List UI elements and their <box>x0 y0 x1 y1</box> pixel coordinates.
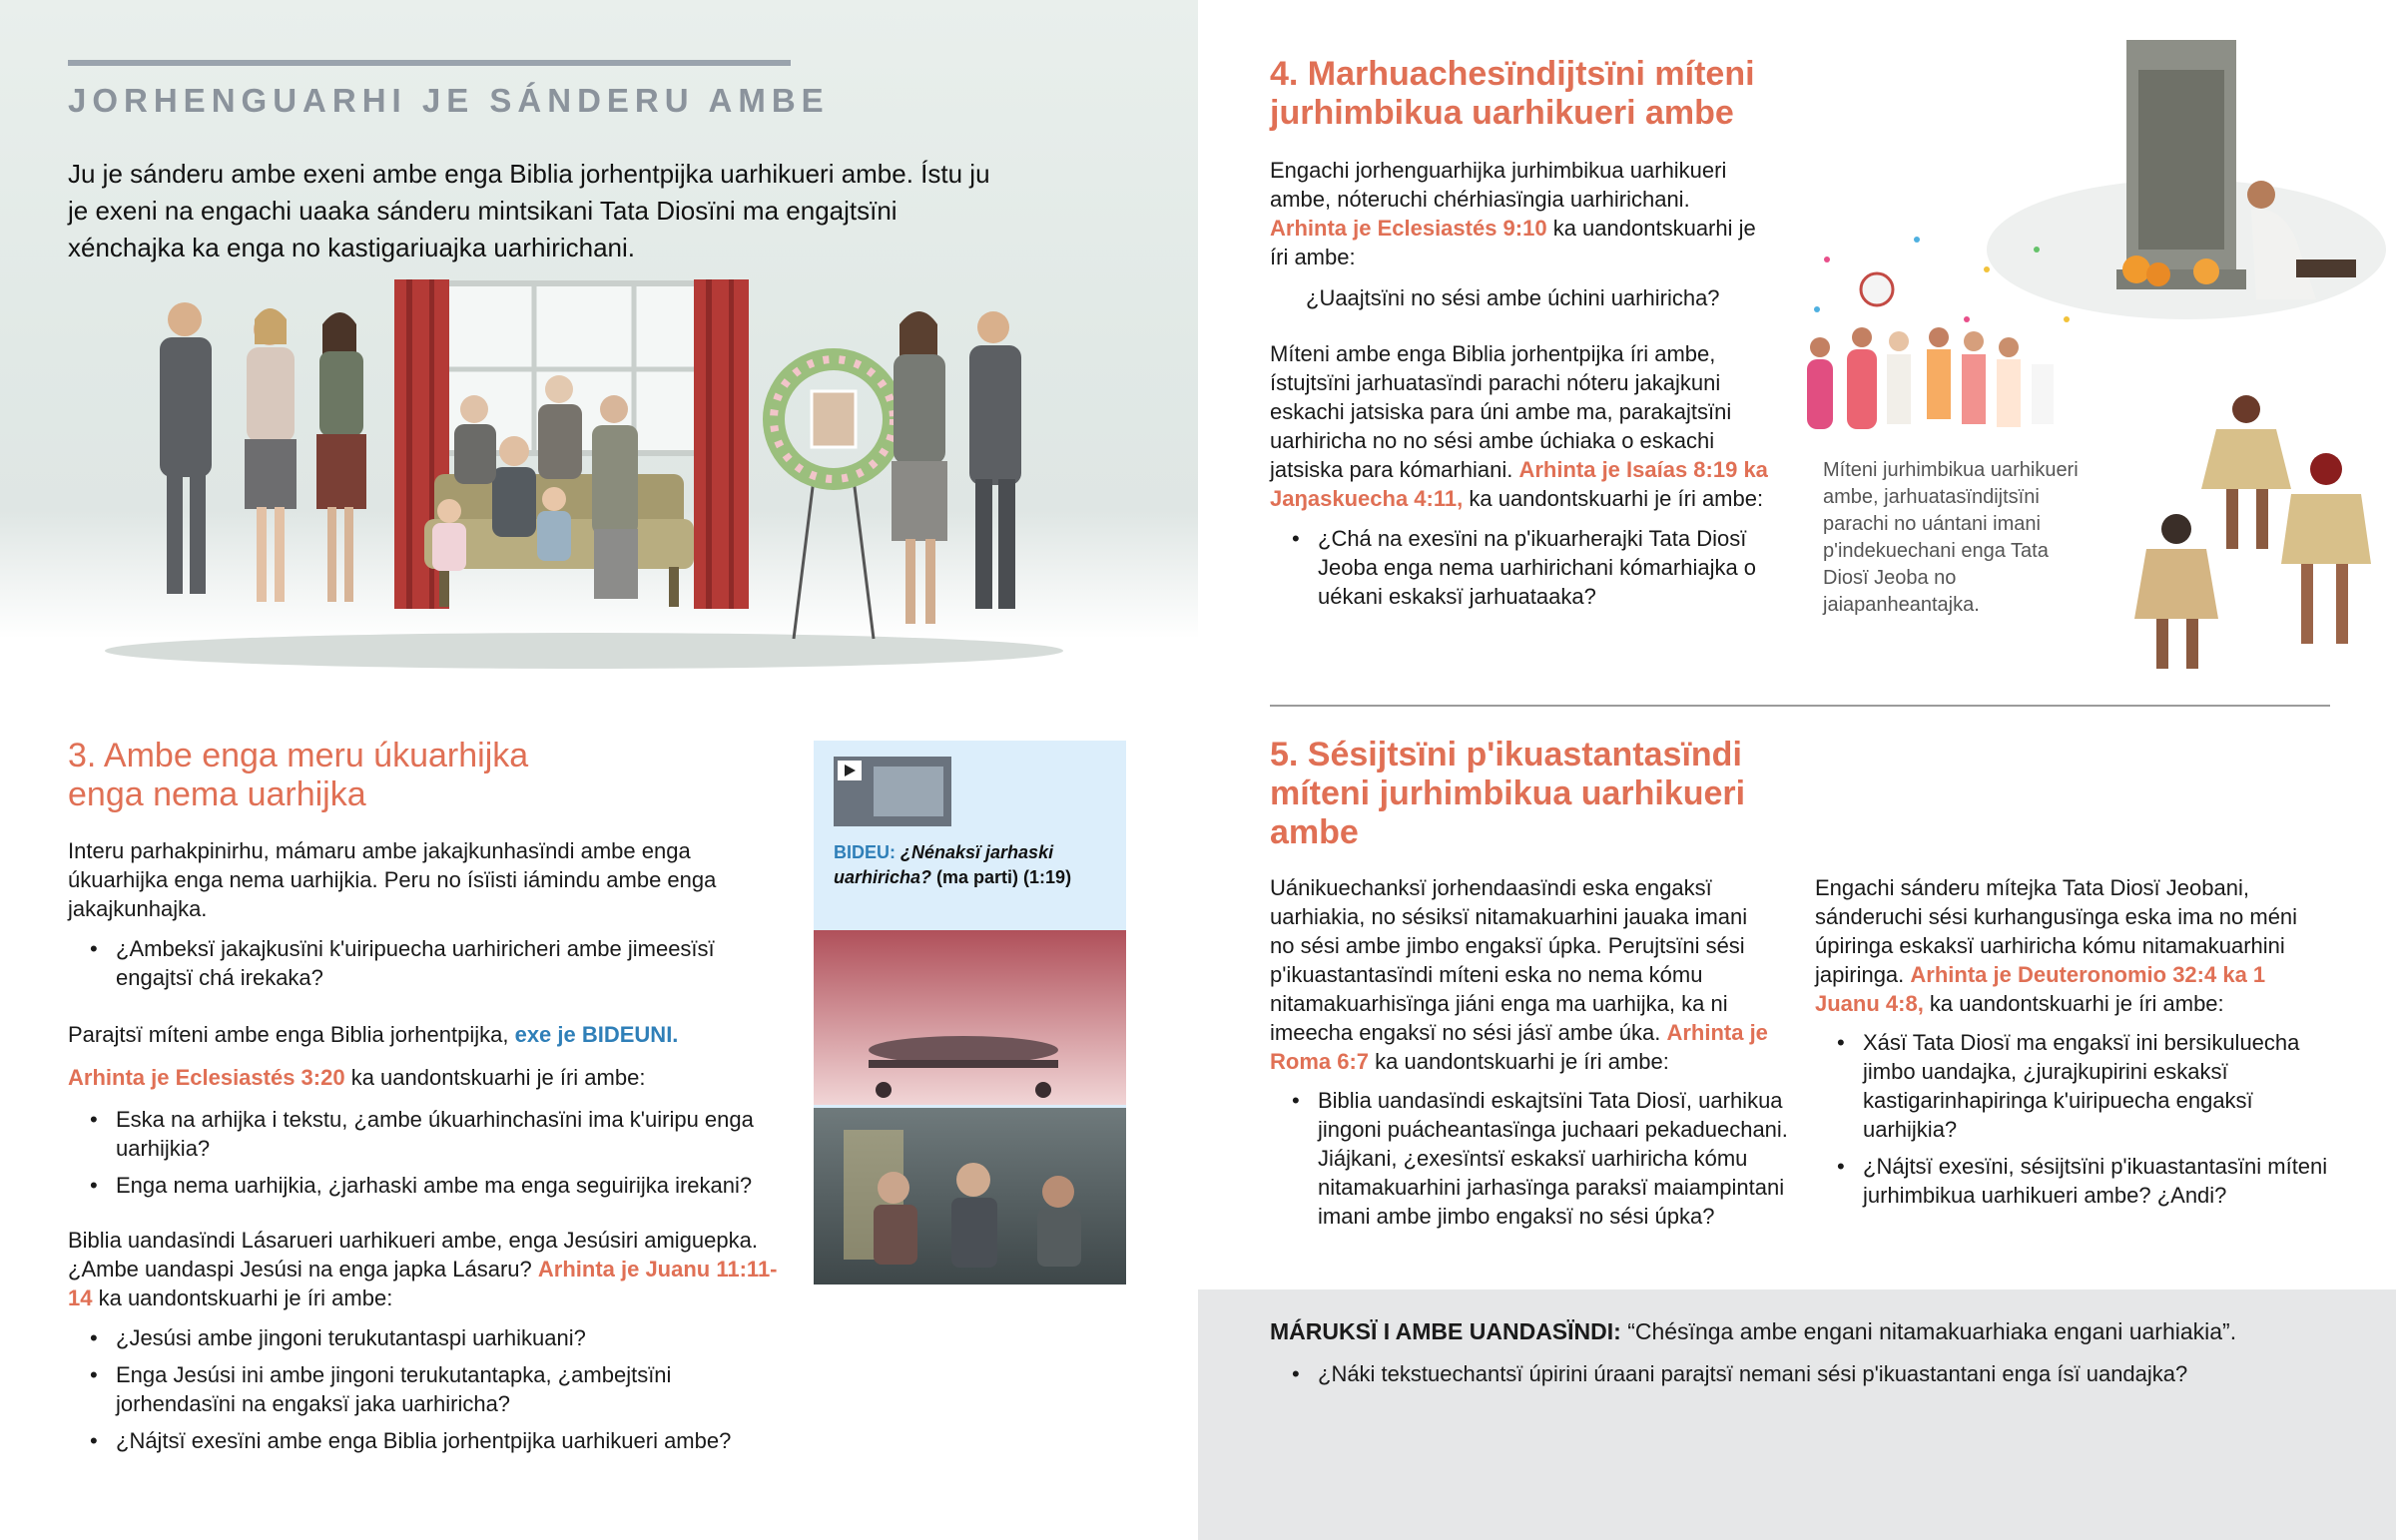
right-page <box>1198 0 2396 1540</box>
section3-bullets1 <box>68 934 787 1000</box>
section4-bullets <box>1270 524 1789 619</box>
video-link[interactable]: exe je BIDEUNI. <box>514 1022 679 1047</box>
ref2-tail: ka uandontskuarhi je íri ambe: <box>92 1285 393 1310</box>
section4-ref2-tail: ka uandontskuarhi je íri ambe: <box>1463 486 1764 511</box>
section3-bullets2 <box>68 1105 797 1208</box>
summary-text: “Chésïnga ambe engani nitamakuarhiaka engani uarhiakia”. <box>1620 1318 2237 1344</box>
video-caption <box>834 840 1113 890</box>
summary-label: MÁRUKSÏ I AMBE UANDASÏNDI: <box>1270 1318 1621 1344</box>
section5-col1-para <box>1270 873 1775 1076</box>
intro-text: Ju je sánderu ambe exeni ambe enga Biblia jorhentpijka uarhikueri ambe. Ístu ju je exeni na engachi uaaka sánderu mintsikani Tata Diosïni ma engajtsïni xénchajka ka enga no kastigariuajka uarhirichani. <box>68 159 990 262</box>
summary-bullets <box>1270 1359 2368 1396</box>
section4-para1 <box>1270 156 1769 271</box>
para2-text: Parajtsï míteni ambe enga Biblia jorhentpijka, <box>68 1022 515 1047</box>
summary-line <box>1270 1317 2368 1346</box>
section4-question: ¿Uaajtsïni no sési ambe úchini uarhiricha? <box>1306 285 1720 310</box>
section4-heading-line1: 4. Marhuachesïndijtsïni míteni <box>1270 55 1755 93</box>
list-item: • Eska na arhijka i tekstu, ¿ambe úkuarhinchasïni ima k'uiripu enga uarhijkia? <box>68 1105 797 1163</box>
play-icon <box>834 757 951 826</box>
list-item: • ¿Chá na exesïni na p'ikuarherajki Tata Diosï Jeoba enga nema uarhirichani kómarhiajka o uékani eskaksï jarhuataaka? <box>1270 524 1789 611</box>
section5-col1-tail: ka uandontskuarhi je íri ambe: <box>1369 1049 1669 1074</box>
scripture-link-deuteronomy-32-4[interactable]: Arhinta je Deuteronomio 32:4 ka 1 Juanu 4:8, <box>1815 962 2266 1016</box>
scripture-link-ecclesiastes-3-20[interactable]: Arhinta je Eclesiastés 3:20 <box>68 1065 345 1090</box>
section5-heading-line1: 5. Sésijtsïni p'ikuastantasïndi <box>1270 736 1742 773</box>
section3-para3 <box>68 1226 787 1312</box>
list-item: • Biblia uandasïndi eskajtsïni Tata Diosï, uarhikua jingoni puácheantasïnga juchaari pekaduechani. Jiájkani, ¿exesïntsï eskaksï uarhiricha kómu nitamakuarhini jarhasïnga paraksï maiampintani imani ambe jimbo engaksï no sési úpka? <box>1270 1086 1789 1231</box>
list-item: • ¿Jesúsi ambe jingoni terukutantaspi uarhikuani? <box>68 1323 797 1352</box>
section5-col2-para <box>1815 873 2326 1018</box>
section5-heading-line3: ambe <box>1270 813 1359 851</box>
section5-heading <box>1270 736 1745 852</box>
section-divider <box>1270 705 2330 707</box>
ref1-tail: ka uandontskuarhi je íri ambe: <box>344 1065 646 1090</box>
section3-heading-line2: enga nema uarhijka <box>68 775 366 813</box>
video-title: ¿Nénaksï jarhaski uarhiricha? <box>834 842 1054 887</box>
top-rule <box>68 60 791 66</box>
section4-heading-line2: jurhimbikua uarhikueri ambe <box>1270 94 1734 132</box>
section5-col2-bullets <box>1815 1028 2334 1218</box>
section4-para1-text: Engachi jorhenguarhijka jurhimbikua uarhikueri ambe, nóteruchi chérhiasïngia uarhirichani. <box>1270 158 1727 212</box>
section3-heading-line1: 3. Ambe enga meru úkuarhijka <box>68 737 529 774</box>
video-panel[interactable] <box>814 741 1126 1284</box>
scripture-link-romans-6-7[interactable]: Arhinta je Roma 6:7 <box>1270 1020 1768 1074</box>
section4-ref1-tail: ka uandontskuarhi je íri ambe: <box>1270 216 1756 269</box>
list-item: • ¿Nájtsï exesïni ambe enga Biblia jorhentpijka uarhikueri ambe? <box>68 1426 797 1455</box>
scripture-link-ecclesiastes-9-10[interactable]: Arhinta je Eclesiastés 9:10 <box>1270 216 1547 241</box>
list-item: • ¿Nájtsï exesïni, sésijtsïni p'ikuastantasïni míteni jurhimbikua uarhikueri ambe? ¿Andi? <box>1815 1152 2334 1210</box>
section3-heading <box>68 737 528 814</box>
section5-col1-text: Uánikuechanksï jorhendaasïndi eska engaksï uarhiakia, no sésiksï nitamakuarhini jauaka imani no sési ambe jimbo engaksï úpka. Perujtsïni sési p'ikuastantasïndi míteni eska no nema kómu nitamakuarhisïnga jiáni enga ma uarhijka, ka ni imeecha engaksï no sési jásï ambe úka. <box>1270 875 1748 1045</box>
section3-ref1 <box>68 1063 787 1092</box>
list-item: • Enga nema uarhijkia, ¿jarhaski ambe ma enga seguirijka irekani? <box>68 1171 797 1200</box>
list-item: • Xásï Tata Diosï ma engaksï ini bersikuluecha jimbo uandajka, ¿jurajkupirini eskaksï kastigarinhapiringa k'uiripuecha engaksï uarhijkia? <box>1815 1028 2334 1144</box>
funeral-illustration <box>95 279 1073 669</box>
section3-para2 <box>68 1020 787 1049</box>
section5-col2-text: Engachi sánderu mítejka Tata Diosï Jeobani, sánderuchi sési kurhangusïnga eska ima no méni úpiringa eskaksï uarhiricha kómu nitamakuarhini japiringa. <box>1815 875 2298 987</box>
para3-text: Biblia uandasïndi Lásarueri uarhikueri ambe, enga Jesúsiri amiguepka. ¿Ambe uandaspi Jesúsi na enga japka Lásaru? <box>68 1228 758 1282</box>
section4-para2 <box>1270 339 1769 513</box>
video-thumbnail[interactable] <box>834 757 951 826</box>
section5-col2-tail: ka uandontskuarhi je íri ambe: <box>1923 991 2224 1016</box>
section4-caption: Míteni jurhimbikua uarhikueri ambe, jarhuatasïndijtsïni parachi no uántani imani p'indekuechani enga Tata Diosï Jeoba no jaiapanheantajka. <box>1823 459 2079 616</box>
section5-heading-line2: míteni jurhimbikua uarhikueri <box>1270 774 1746 812</box>
video-stills <box>814 930 1126 1284</box>
lesson-kicker: JORHENGUARHI JE SÁNDERU AMBE <box>68 82 830 119</box>
list-item: • Enga Jesúsi ini ambe jingoni terukutantapka, ¿ambejtsïni jorhendasïni na engaksï jaka uarhiricha? <box>68 1360 797 1418</box>
scripture-link-john-11-11-14[interactable]: Arhinta je Juanu 11:11-14 <box>68 1257 778 1310</box>
section3-bullets3 <box>68 1323 797 1463</box>
video-duration: (ma parti) (1:19) <box>931 867 1072 887</box>
section3-para1: Interu parhakpinirhu, mámaru ambe jakajkunhasïndi ambe enga úkuarhijka enga nema uarhijkia. Peru no ísïisti iámindu ambe enga jakajkunhajka. <box>68 838 717 921</box>
section5-col1-bullets <box>1270 1086 1789 1239</box>
video-label: BIDEU: <box>834 842 896 862</box>
section4-para2-text: Míteni ambe enga Biblia jorhentpijka íri ambe, ístujtsïni jarhuatasïndi parachi nóteru jakajkuni eskachi jatsiska para úni ambe ma, parakajtsïni uarhiricha no no sési ambe úchiaka o eskachi jatsiska para kómarhiani. <box>1270 341 1732 482</box>
section4-heading <box>1270 55 1755 133</box>
scripture-link-isaiah-8-19[interactable]: Arhinta je Isaías 8:19 ka Jaŋaskuecha 4:11, <box>1270 457 1768 511</box>
list-item: • ¿Náki tekstuechantsï úpirini úraani parajtsï nemani sési p'ikuastantani enga ísï uandajka? <box>1270 1359 2368 1388</box>
list-item: • ¿Ambeksï jakajkusïni k'uiripuecha uarhiricheri ambe jimeesïsï engajtsï chá irekaka? <box>68 934 787 992</box>
